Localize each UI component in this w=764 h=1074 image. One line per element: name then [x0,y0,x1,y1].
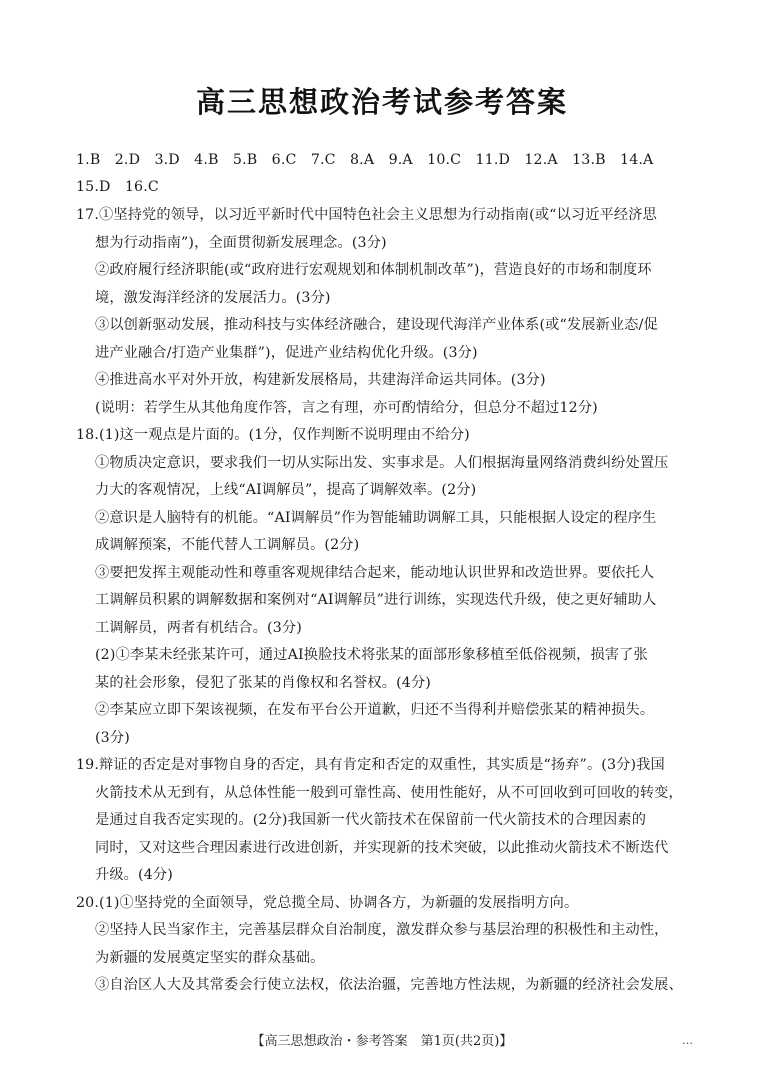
page-footer: 【高三思想政治・参考答案 第1页(共2页)】 [251,1034,513,1049]
page-title: 高三思想政治考试参考答案 [195,85,568,119]
answer-line: 15.D 16.C [76,179,159,195]
answer-line: 升级。(4分) [95,867,173,883]
answer-line: 为新疆的发展奠定坚实的群众基础。 [95,950,325,966]
answer-line: 想为行动指南”)，全面贯彻新发展理念。(3分) [95,235,387,251]
answer-line: 17.①坚持党的领导，以习近平新时代中国特色社会主义思想为行动指南(或“以习近平经济思 [76,207,657,223]
answer-line: 1.B 2.D 3.D 4.B 5.B 6.C 7.C 8.A 9.A 10.C 11.D 12.A 13.B 14.A [76,152,654,168]
answer-line: (2)①李某未经张某许可，通过AI换脸技术将张某的面部形象移植至低俗视频，损害了张 [95,647,648,663]
answer-line: 工调解员积累的调解数据和案例对“AI调解员”进行训练，实现迭代升级，使之更好辅助人 [95,592,657,608]
answer-line: (3分) [95,730,130,746]
grading-note: (说明：若学生从其他角度作答，言之有理，亦可酌情给分，但总分不超过12分) [95,400,598,416]
answer-line: ③以创新驱动发展，推动科技与实体经济融合，建设现代海洋产业体系(或“发展新业态/促 [95,317,658,333]
answer-line: ④推进高水平对外开放，构建新发展格局，共建海洋命运共同体。(3分) [95,372,546,388]
answer-line: 18.(1)这一观点是片面的。(1分，仅作判断不说明理由不给分) [76,427,470,443]
answer-line: 19.辩证的否定是对事物自身的否定，具有肯定和否定的双重性，其实质是“扬弃”。(3分)我国 [76,757,665,773]
answer-line: 同时，又对这些合理因素进行改进创新，并实现新的技术突破，以此推动火箭技术不断迭代 [95,840,669,856]
answer-line: ②意识是人脑特有的机能。“AI调解员”作为智能辅助调解工具，只能根据人设定的程序生 [95,510,657,526]
answer-line: ③要把发挥主观能动性和尊重客观规律结合起来，能动地认识世界和改造世界。要依托人 [95,565,655,581]
answer-line: 20.(1)①坚持党的全面领导，党总揽全局、协调各方，为新疆的发展指明方向。 [76,895,579,911]
answer-line: 工调解员，两者有机结合。(3分) [95,620,302,636]
answer-line: 火箭技术从无到有，从总体性能一般到可靠性高、使用性能好，从不可回收到可回收的转变， [95,785,683,801]
answer-line: 是通过自我否定实现的。(2分)我国新一代火箭技术在保留前一代火箭技术的合理因素的 [95,812,647,828]
answer-line: 力大的客观情况，上线“AI调解员”，提高了调解效率。(2分) [95,482,477,498]
answer-line: ①物质决定意识，要求我们一切从实际出发、实事求是。人们根据海量网络消费纠纷处置压 [95,455,669,471]
corner-mark: … [682,1034,693,1047]
answer-line: ②李某应立即下架该视频，在发布平台公开道歉，归还不当得利并赔偿张某的精神损失。 [95,702,655,718]
answer-line: ②坚持人民当家作主，完善基层群众自治制度，激发群众参与基层治理的积极性和主动性， [95,922,669,938]
answer-line: 进产业融合/打造产业集群”)，促进产业结构优化升级。(3分) [95,345,478,361]
answer-line: 成调解预案，不能代替人工调解员。(2分) [95,537,360,553]
answer-line: ③自治区人大及其常委会行使立法权，依法治疆，完善地方性法规，为新疆的经济社会发展、 [95,977,683,993]
answer-line: 某的社会形象，侵犯了张某的肖像权和名誉权。(4分) [95,675,431,691]
answer-line: ②政府履行经济职能(或“政府进行宏观规划和体制机制改革”)，营造良好的市场和制度环 [95,262,652,278]
answer-line: 境，激发海洋经济的发展活力。(3分) [95,290,331,306]
